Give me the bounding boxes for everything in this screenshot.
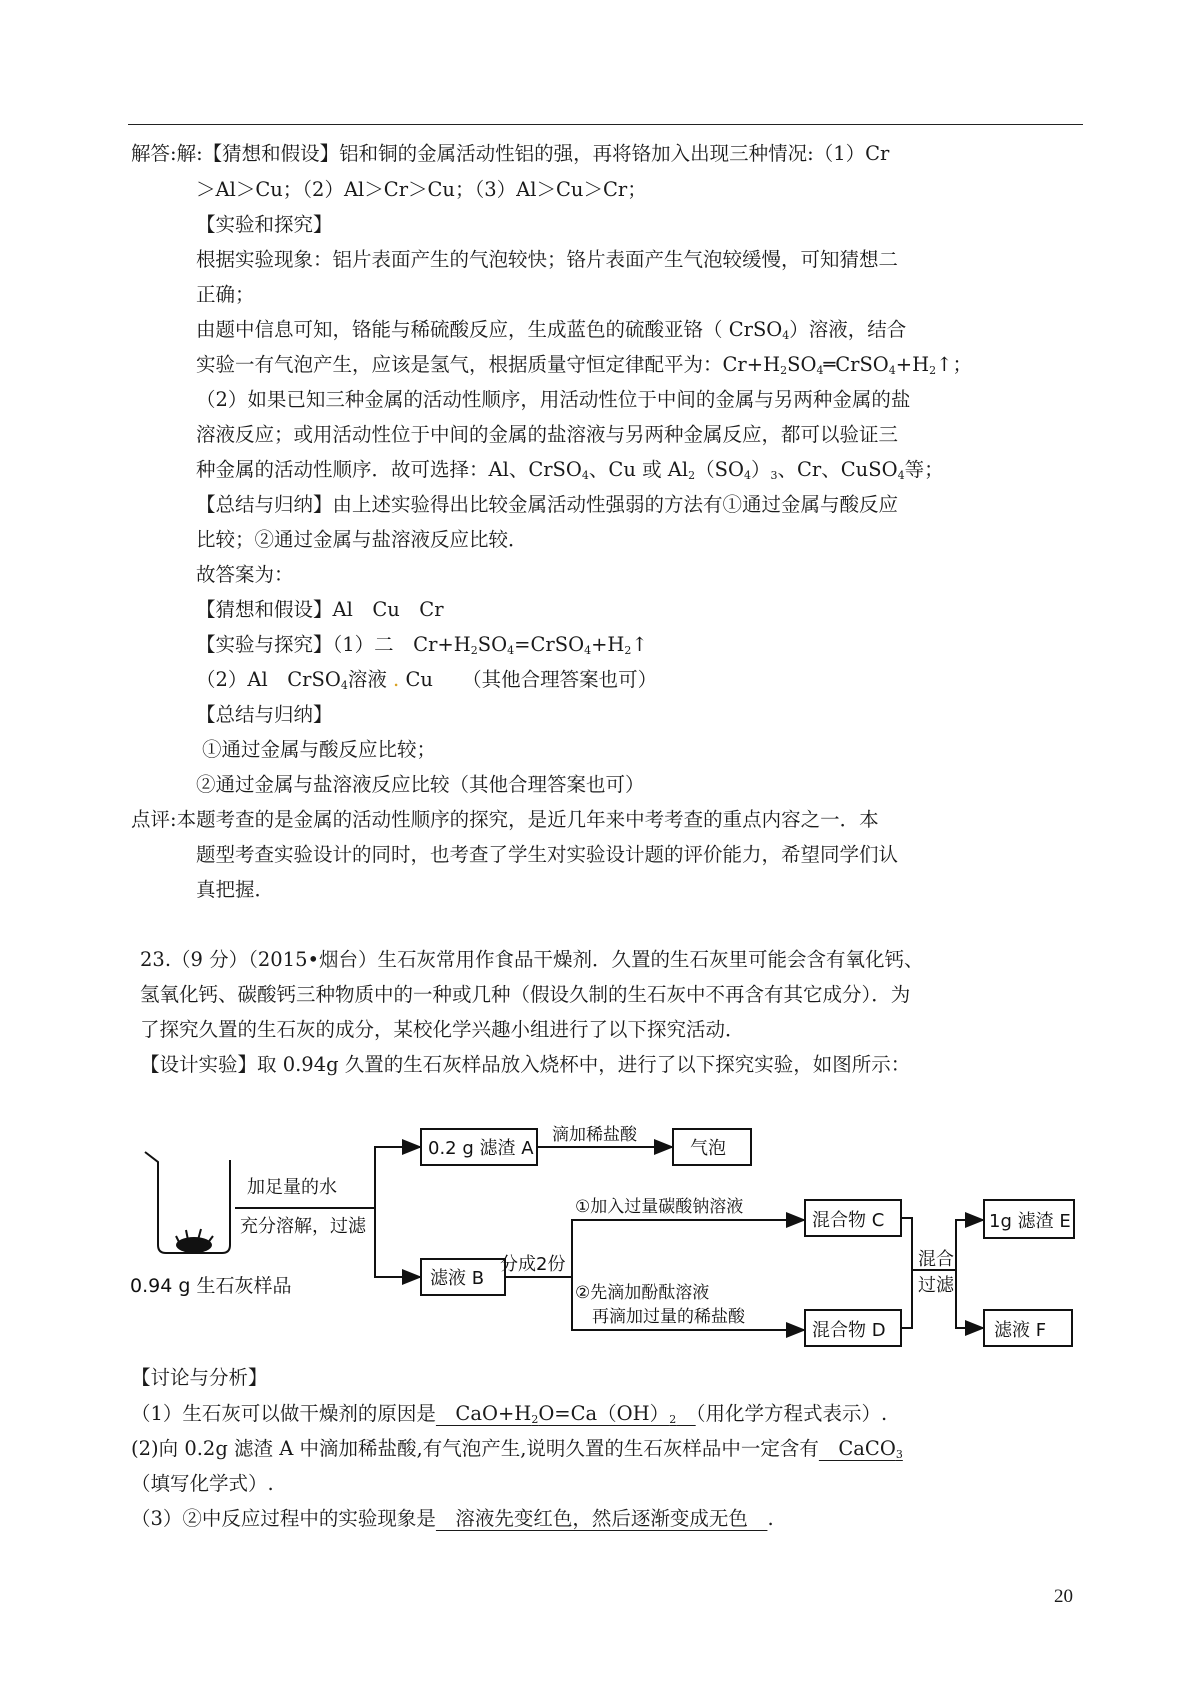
question-line: 23.（9 分）（2015•烟台）生石灰常用作食品干燥剂．久置的生石灰里可能会含有氧化钙、: [140, 948, 924, 971]
answer-blank: 溶液先变红色，然后逐渐变成无色: [435, 1507, 768, 1530]
discussion-q2: (2)向 0.2g 滤渣 A 中滴加稀盐酸,有气泡产生,说明久置的生石灰样品中一定含有 CaCO$_3$: [131, 1437, 903, 1461]
discussion-q1: （1）生石灰可以做干燥剂的原因是 $CaO+H_2O=Ca(OH)_2$ （用化学方程式表示）.: [131, 1402, 888, 1426]
answer-line: ②通过金属与盐溶液反应比较（其他合理答案也可）: [196, 773, 645, 796]
residue-e-label: 1g 滤渣 E: [989, 1211, 1071, 1232]
split-label: 分成2份: [500, 1254, 566, 1275]
bubbles-label: 气泡: [690, 1138, 726, 1159]
answer-line: 【实验和探究】: [196, 213, 333, 236]
comment-line: 题型考查实验设计的同时，也考查了学生对实验设计题的评价能力，希望同学们认: [196, 843, 899, 866]
sample-label: 0.94 g 生石灰样品: [130, 1275, 292, 1297]
answer-line: （2）Al CrSO$_4$溶液 . Cu （其他合理答案也可）: [196, 668, 658, 692]
equation: $Cr+H_2SO_4═CrSO_4+H_2↑$；: [722, 353, 972, 377]
mix-filter-label-1: 混合: [918, 1249, 954, 1270]
page-number: 20: [1054, 1586, 1073, 1607]
answer-line: 根据实验现象：铝片表面产生的气泡较快；铬片表面产生气泡较缓慢，可知猜想二: [196, 248, 899, 271]
answer-line: 故答案为：: [196, 563, 294, 586]
answer-line: 【总结与归纳】由上述实验得出比较金属活动性强弱的方法有①通过金属与酸反应: [196, 493, 899, 516]
filtrate-b-label: 滤液 B: [430, 1268, 485, 1289]
mixture-d-label: 混合物 D: [812, 1320, 886, 1341]
branch2-label-1: ②先滴加酚酞溶液: [575, 1283, 710, 1303]
split-branch-1: [375, 1147, 420, 1208]
answer-line: （2）如果已知三种金属的活动性顺序，用活动性位于中间的金属与另两种金属的盐: [196, 388, 911, 411]
split-branch-2: [375, 1208, 420, 1277]
question-line: 【设计实验】取 0.94g 久置的生石灰样品放入烧杯中，进行了以下探究实验，如图所示：: [140, 1053, 911, 1076]
answer-line: 比较；②通过金属与盐溶液反应比较．: [196, 528, 528, 551]
residue-a-label: 0.2 g 滤渣 A: [428, 1138, 534, 1159]
discussion-heading: 【讨论与分析】: [131, 1366, 268, 1389]
answer-line: 【总结与归纳】: [196, 703, 333, 726]
answer-blank: CaCO$_3$: [818, 1437, 903, 1461]
discussion-q3: （3）②中反应过程中的实验现象是 溶液先变红色，然后逐渐变成无色 .: [131, 1507, 774, 1530]
branch2-label-2: 再滴加过量的稀盐酸: [592, 1307, 745, 1327]
step1-top-label: 加足量的水: [247, 1177, 337, 1198]
mix-filter-label-2: 过滤: [918, 1275, 954, 1296]
answer-line: 正确；: [196, 283, 255, 306]
comment-label: 点评:本题考查的是金属的活动性顺序的探究，是近几年来中考考查的重点内容之一．本: [131, 808, 879, 831]
answer-blank: $CaO+H_2O=Ca(OH)_2$: [435, 1402, 677, 1426]
comment-line: 真把握．: [196, 878, 275, 901]
answer-line: 种金属的活动性顺序．故可选择：Al、CrSO$_4$、Cu 或 $Al_2(SO_4)_3$、Cr、CuSO$_4$等；: [196, 458, 944, 482]
sample-blob: [176, 1237, 212, 1253]
equation: $Cr+H_2SO_4=CrSO_4+H_2↑$: [413, 633, 648, 657]
add-acid-label: 滴加稀盐酸: [552, 1125, 637, 1145]
branch1-label: ①加入过量碳酸钠溶液: [575, 1197, 744, 1217]
answer-line: 由题中信息可知，铬能与稀硫酸反应，生成蓝色的硫酸亚铬（ CrSO$_4$）溶液，结合: [196, 318, 907, 342]
answer-line: 【实验与探究】（1）二 $Cr+H_2SO_4=CrSO_4+H_2↑$: [196, 633, 648, 657]
filtrate-f-label: 滤液 F: [994, 1320, 1047, 1341]
answer-line: 【猜想和假设】Al Cu Cr: [196, 598, 444, 621]
answer-label: 解答:解:【猜想和假设】铝和铜的金属活动性铝的强，再将铬加入出现三种情况:（1）Cr: [131, 142, 890, 165]
discussion-q2-line2: （填写化学式）.: [131, 1472, 274, 1495]
mix-bracket: [901, 1218, 912, 1328]
question-line: 了探究久置的生石灰的成分，某校化学兴趣小组进行了以下探究活动．: [140, 1018, 745, 1041]
answer-line: 溶液反应；或用活动性位于中间的金属的盐溶液与另两种金属反应，都可以验证三: [196, 423, 899, 446]
question-line: 氢氧化钙、碳酸钙三种物质中的一种或几种（假设久制的生石灰中不再含有其它成分）．为: [140, 983, 911, 1006]
mixture-c-label: 混合物 C: [812, 1210, 885, 1231]
answer-line: 实验一有气泡产生，应该是氢气，根据质量守恒定律配平为：$Cr+H_2SO_4═CrSO_4+H_2↑$；: [196, 353, 972, 377]
answer-line: ＞Al＞Cu；（2）Al＞Cr＞Cu；（3）Al＞Cu＞Cr；: [196, 178, 647, 201]
step1-bottom-label: 充分溶解，过滤: [240, 1216, 366, 1237]
answer-line: ①通过金属与酸反应比较；: [202, 738, 437, 761]
